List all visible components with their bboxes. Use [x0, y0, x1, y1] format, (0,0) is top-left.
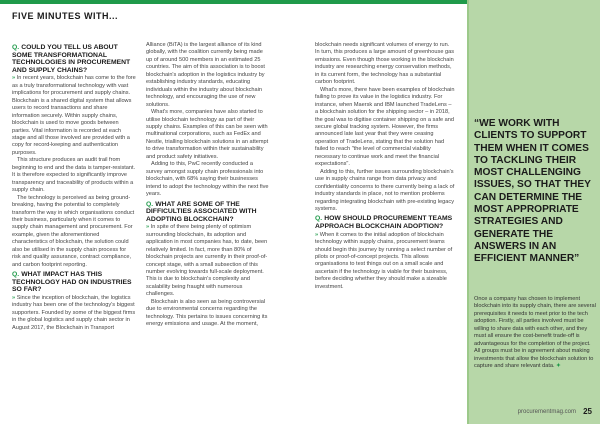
- question-marker: Q.: [146, 200, 154, 208]
- question-heading: [146, 201, 270, 224]
- footer-site-url[interactable]: procurementmag.com: [517, 409, 576, 415]
- paragraph-text: Since the inception of blockchain, the logistics industry has been one of the technology's biggest supporters. Founded by some of the biggest firms in the global logistics and supply chain sector in August 2017, the Blockchain in Transport: [12, 294, 136, 331]
- question-heading: [12, 44, 136, 74]
- question-heading: [12, 271, 136, 294]
- end-mark-icon: ✦: [556, 363, 561, 370]
- question-text: HOW SHOULD PROCUREMENT TEAMS APPROACH BLOCKCHAIN ADOPTION?: [315, 215, 453, 231]
- paragraph: What's more, companies have also started to utilise blockchain technology as part of their supply chains. Examples of this can be seen with multinational corporations, such as FedEx and Nestle, trialling blockchain solutions in an attempt to drive transformation within their sustainability and product safety initiatives.: [146, 109, 269, 160]
- paragraph-text: In spite of there being plenty of optimism surrounding blockchain, its adoption and application in most companies has, to date, been relatively limited. In fact, more than 80% of blockchain projects are currently in their proof-of-concept stage, with a small subsection of this number evolving towards full-scale deployment. This is due to blockchain's complexity and scalability being fraught with numerous challenges.: [146, 224, 268, 298]
- paragraph: Alliance (BiTA) is the largest alliance of its kind globally, with the coalition currently being made up of around 500 members in an estimated 25 countries. The aim of this association is to boost blockchain's adoption in the logistics industry by establishing industry standards, educating individuals within the industry about blockchain technology, and encouraging the use of new solutions.: [146, 42, 265, 108]
- paragraph: What's more, there have been examples of blockchain failing to prove its value in the logistics industry. For instance, when Maersk and IBM launched TradeLens – a blockchain solution for the shipping sector – in 2018, the goal was to digitise container shipping on a safe and secure global tracking system. However, the firms announced late last year that they were ceasing operation of TradeLens, stating that the solution had failed to reach "the level of commercial viability necessary to continue work and meet the financial expectations".: [315, 86, 455, 168]
- paragraph: [12, 75, 136, 157]
- paragraph: Adding to this, further issues surrounding blockchain's use in supply chains range from data privacy and confidentiality concerns to there currently being a lack of industry standards in place, not to mention problems regarding integrating blockchain with pre-existing legacy systems.: [315, 168, 455, 212]
- paragraph: blockchain needs significant volumes of energy to run. In turn, this produces a large amount of greenhouse gas emissions. Even though those working in the blockchain industry are researching energy conservation methods, in its current form, the technology has a substantial carbon footprint.: [315, 42, 454, 86]
- sidebar-text: Once a company has chosen to implement blockchain into its supply chain, there are several prerequisites it needs to meet prior to the tech adoption. Firstly, all parties involved must be willing to share data with each other, and they must all ensure the cost-benefit trade-off is advantageous for the completion of the project. All groups must be in agreement about making investments that allow the blockchain solution to capture and share relevant data.: [474, 296, 596, 370]
- sidebar-divider: [467, 0, 469, 424]
- question-marker: Q.: [12, 271, 20, 279]
- page-footer: [0, 404, 600, 424]
- paragraph: Adding to this, PwC recently conducted a survey amongst supply chain professionals into blockchain, with 68% saying their businesses intend to adopt the technology within the next five years.: [146, 161, 269, 198]
- question-marker: Q.: [12, 44, 20, 51]
- article-column-3: [315, 42, 455, 291]
- section-title: FIVE MINUTES WITH...: [12, 11, 118, 21]
- page-number: 25: [583, 407, 592, 416]
- answer-arrow-icon: »: [315, 231, 319, 238]
- sidebar-paragraph: [474, 296, 596, 371]
- paragraph: The technology is perceived as being ground-breaking, having the potential to completely transform the way in which organisations conduct their business, particularly when it comes to supply chain management and procurement. For example, given the aforementioned characteristics of blockchain, the solution could also be utilised in the supply chain process for risk and quality assurance, contract compliance, and carbon footprint reporting.: [12, 194, 135, 268]
- paragraph: This structure produces an audit trail from beginning to end and the data is tamper-resistant. It is therefore expected to significantly improve transparency and traceability of products within a supply chain.: [12, 157, 136, 194]
- article-column-1: [12, 42, 136, 332]
- question-text: WHAT IMPACT HAS THIS TECHNOLOGY HAD ON INDUSTRIES SO FAR?: [12, 271, 132, 294]
- question-heading: [315, 215, 455, 230]
- paragraph: Blockchain is also seen as being controversial due to environmental concerns regarding the technology. This pertains to issues concerning its energy emissions and usage. At the moment,: [146, 298, 268, 328]
- paragraph: [146, 224, 270, 299]
- pull-quote: “WE WORK WITH CLIENTS TO SUPPORT THEM WHEN IT COMES TO TACKLING THEIR MOST CHALLENGING ISSUES, SO THAT THEY CAN DETERMINE THE MOST APPROPRIATE STRATEGIES AND GENERATE THE ANSWERS IN AN EFFICIENT MANNER”: [474, 118, 591, 265]
- question-marker: Q.: [315, 215, 323, 223]
- paragraph: [315, 232, 455, 292]
- article-column-2: [146, 42, 270, 329]
- answer-arrow-icon: »: [12, 75, 16, 82]
- question-text: COULD YOU TELL US ABOUT SOME TRANSFORMATIONAL TECHNOLOGIES IN PROCUREMENT AND SUPPLY CHAINS?: [12, 44, 131, 74]
- paragraph-text: When it comes to the initial adoption of blockchain technology within supply chains, procurement teams should begin this journey by running a select number of pilots or proof-of-concept projects. This allows organisations to test things out on a small scale and ascertain if the technology is viable for their business, before deciding whether they should make a sizeable investment.: [315, 231, 453, 290]
- paragraph-text: In recent years, blockchain has come to the fore as a truly transformational technology with vast implications for procurement and supply chains. Blockchain is a shared digital system that allows users to record transactions and share information securely. Within supply chains, blockchain is used to move goods between parties. Vital information is recorded at each stage and all those involved are provided with a copy for record-keeping and authentication purposes.: [12, 75, 136, 156]
- question-text: WHAT ARE SOME OF THE DIFFICULTIES ASSOCIATED WITH ADOPTING BLOCKCHAIN?: [146, 200, 257, 223]
- answer-arrow-icon: »: [12, 294, 16, 301]
- paragraph: [12, 295, 136, 332]
- answer-arrow-icon: »: [146, 224, 150, 231]
